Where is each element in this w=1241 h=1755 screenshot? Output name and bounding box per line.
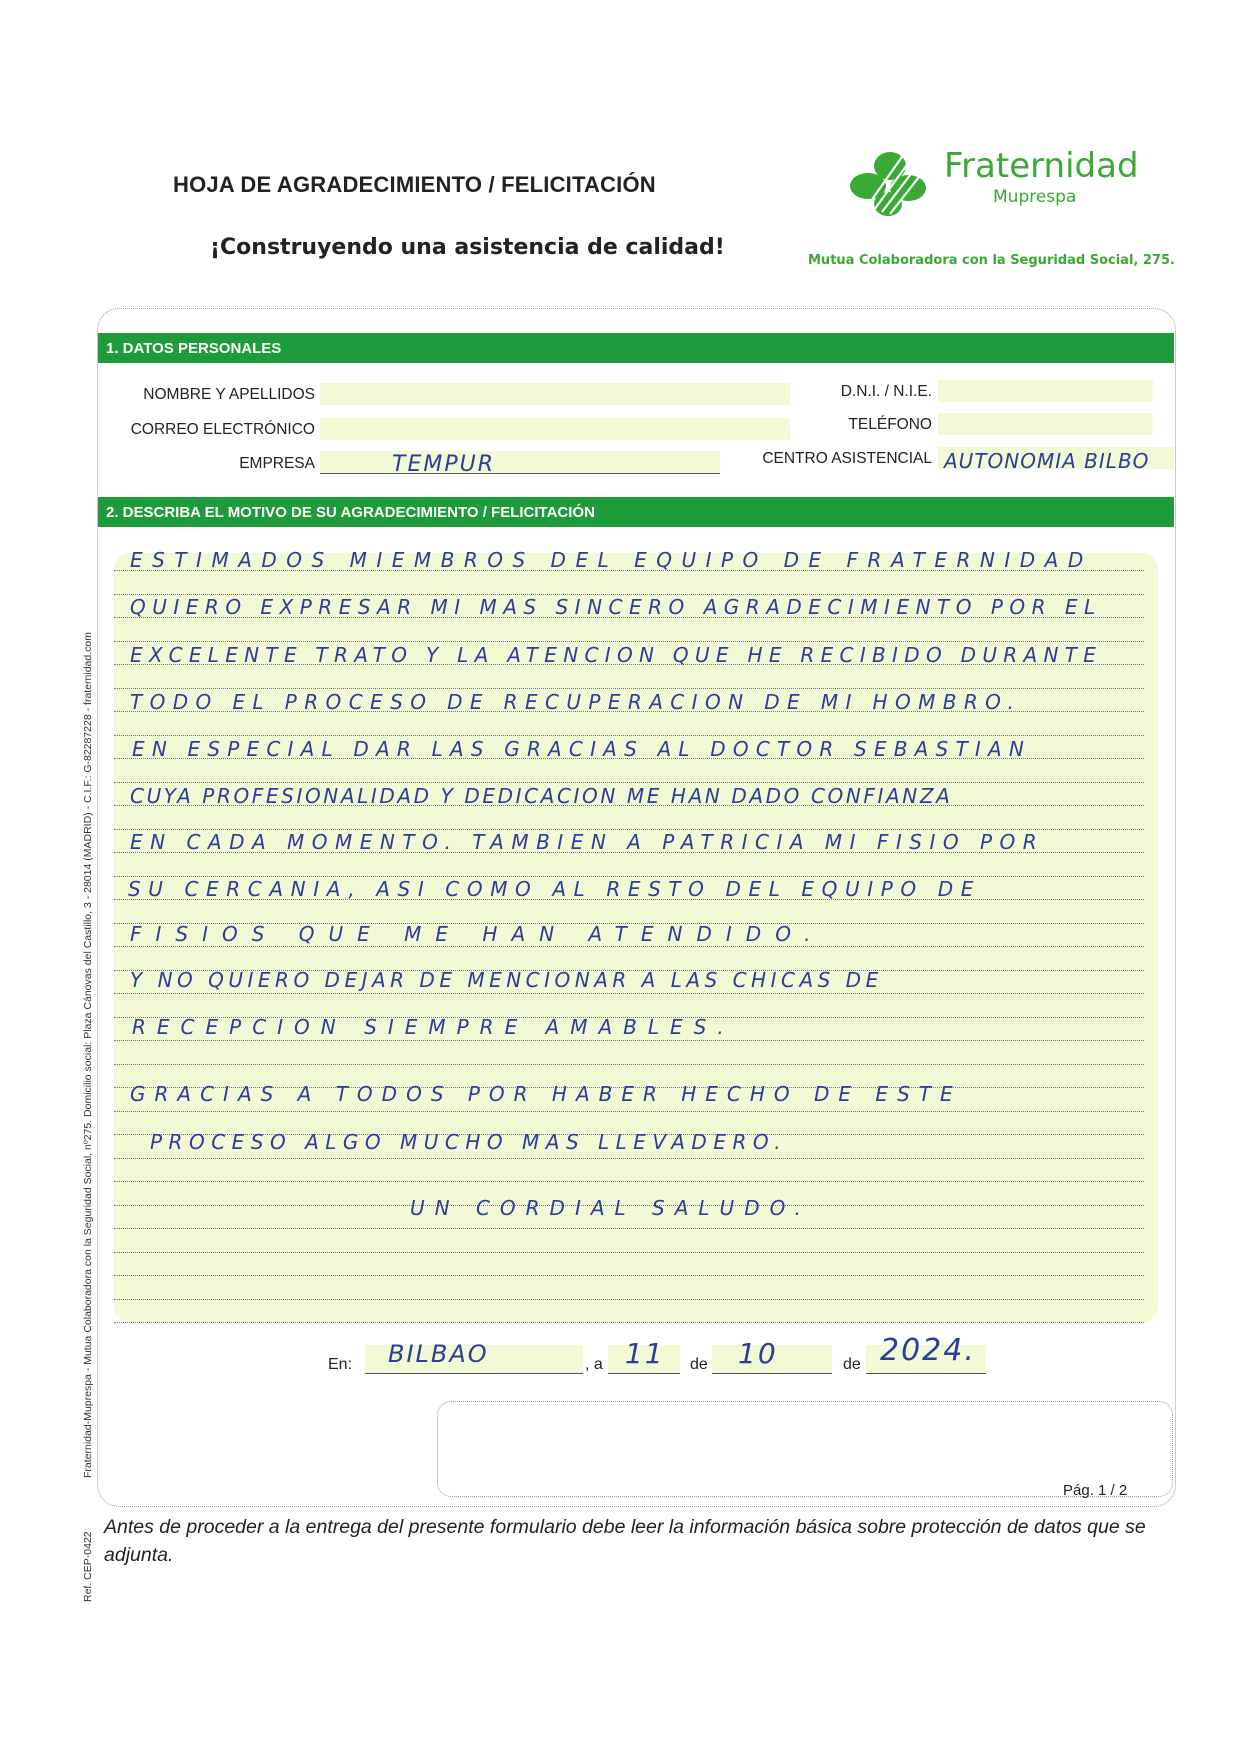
side-legal-text: Fraternidad-Muprespa - Mutua Colaboradora con la Seguridad Social, nº275. Domicilio social: Plaza Cánovas del Castillo, 3 - 28014 (MADRID) - C.I.F.: G-82287228 - fraternidad.com	[82, 632, 94, 1478]
year-value: 2024.	[880, 1333, 976, 1368]
ruled-line	[114, 1064, 1144, 1065]
reason-line: EN CADA MOMENTO. TAMBIEN A PATRICIA MI FISIO POR	[130, 830, 1045, 854]
empresa-label: EMPRESA	[239, 455, 315, 472]
brand-name: Fraternidad	[944, 146, 1139, 186]
ruled-line	[114, 1228, 1144, 1229]
place-value: BILBAO	[388, 1340, 489, 1368]
telefono-label: TELÉFONO	[848, 416, 932, 433]
day-value: 11	[625, 1337, 665, 1370]
nombre-field[interactable]	[320, 383, 790, 405]
reason-line: EXCELENTE TRATO Y LA ATENCION QUE HE RECIBIDO DURANTE	[130, 643, 1103, 667]
ruled-line	[114, 1275, 1144, 1276]
telefono-field[interactable]	[938, 413, 1153, 435]
centro-label: CENTRO ASISTENCIAL	[762, 450, 932, 467]
reason-line: RECEPCION SIEMPRE AMABLES.	[132, 1015, 735, 1039]
reason-line: PROCESO ALGO MUCHO MAS LLEVADERO.	[150, 1130, 788, 1154]
brand-sub: Muprespa	[993, 187, 1077, 207]
en-label: En:	[328, 1356, 353, 1373]
ruled-line	[114, 1158, 1144, 1159]
correo-label: CORREO ELECTRÓNICO	[130, 421, 315, 438]
form-title: HOJA DE AGRADECIMIENTO / FELICITACIÓN	[173, 172, 656, 197]
reason-line: SU CERCANIA, ASI COMO AL RESTO DEL EQUIPO DE	[128, 877, 981, 901]
ruled-line	[114, 782, 1144, 783]
form-subtitle: ¡Construyendo una asistencia de calidad!	[210, 235, 725, 260]
ruled-line	[114, 641, 1144, 642]
ruled-line	[114, 946, 1144, 947]
reason-line: ESTIMADOS MIEMBROS DEL EQUIPO DE FRATERNIDAD	[130, 548, 1093, 572]
ruled-line	[114, 1181, 1144, 1182]
de-label-1: de	[690, 1356, 708, 1373]
nombre-label: NOMBRE Y APELLIDOS	[143, 386, 315, 403]
a-label: , a	[585, 1356, 603, 1373]
de-label-2: de	[843, 1356, 861, 1373]
reason-line: GRACIAS A TODOS POR HABER HECHO DE ESTE	[130, 1082, 962, 1106]
ruled-line	[114, 1040, 1144, 1041]
empresa-field[interactable]	[320, 451, 720, 474]
reason-line: QUIERO EXPRESAR MI MAS SINCERO AGRADECIMIENTO POR EL	[130, 595, 1102, 619]
ruled-line	[114, 688, 1144, 689]
empresa-value: TEMPUR	[392, 452, 495, 477]
ruled-line	[114, 735, 1144, 736]
reason-line: EN ESPECIAL DAR LAS GRACIAS AL DOCTOR SEBASTIAN	[132, 737, 1032, 761]
ruled-line	[114, 1299, 1144, 1300]
page-number: Pág. 1 / 2	[1063, 1482, 1128, 1499]
dni-field[interactable]	[938, 380, 1153, 402]
correo-field[interactable]	[320, 418, 790, 440]
fraternidad-logo-icon	[838, 148, 938, 218]
reason-line: Y NO QUIERO DEJAR DE MENCIONAR A LAS CHICAS DE	[130, 968, 883, 992]
data-protection-note: Antes de proceder a la entrega del presente formulario debe leer la información básica sobre protección de datos que se adjunta.	[104, 1516, 1146, 1566]
ruled-line	[114, 993, 1144, 994]
reason-line: CUYA PROFESIONALIDAD Y DEDICACION ME HAN DADO CONFIANZA	[130, 784, 953, 808]
month-value: 10	[738, 1337, 778, 1370]
section-personal-data-header: 1. DATOS PERSONALES	[98, 333, 1174, 363]
reason-line: FISIOS QUE ME HAN ATENDIDO.	[130, 922, 825, 946]
centro-value: AUTONOMIA BILBO	[944, 449, 1150, 473]
ruled-line	[114, 1322, 1144, 1323]
brand-mutua: Mutua Colaboradora con la Seguridad Social, 275.	[808, 253, 1175, 268]
side-ref: Ref. CEP-0422	[82, 1531, 94, 1602]
section-reason-header: 2. DESCRIBA EL MOTIVO DE SU AGRADECIMIENTO / FELICITACIÓN	[98, 497, 1174, 527]
ruled-line	[114, 1111, 1144, 1112]
ruled-line	[114, 1252, 1144, 1253]
reason-line: UN CORDIAL SALUDO.	[410, 1196, 811, 1220]
reason-line: TODO EL PROCESO DE RECUPERACION DE MI HOMBRO.	[130, 690, 1022, 714]
dni-label: D.N.I. / N.I.E.	[840, 383, 932, 400]
